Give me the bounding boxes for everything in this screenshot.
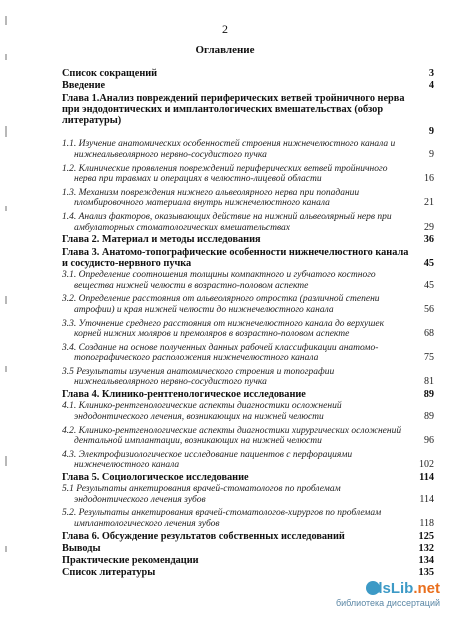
- toc-section-entry: [62, 164, 434, 185]
- toc-section-entry: [62, 401, 434, 422]
- toc-entry-page: 56: [424, 303, 434, 315]
- toc-section-entry: [62, 294, 434, 315]
- toc-entry-page: 9: [429, 149, 434, 161]
- toc-entry-page: 89: [423, 389, 434, 401]
- toc-entry-page: 75: [424, 352, 434, 364]
- toc-entry-title: Практические рекомендации: [62, 555, 199, 567]
- page-number: 2: [222, 22, 228, 36]
- toc-section-entry: [62, 212, 434, 233]
- toc-section-entry: [62, 367, 434, 388]
- toc-entry-page: 9: [428, 126, 434, 138]
- toc-entry-title: 3.1. Определение соотношения толщины компактного и губчатого костного вещества нижней челюсти в возрастно-половом аспекте: [62, 270, 376, 291]
- toc-entry-page: 114: [419, 471, 434, 483]
- watermark: [290, 580, 440, 610]
- toc-entry-title: Глава 4. Клинико-рентгенологическое исследование: [62, 389, 306, 401]
- toc-entry-page: 118: [419, 518, 434, 529]
- page-edge-marks: [3, 6, 17, 606]
- toc-chapter-entry: [62, 92, 434, 138]
- toc-entry-title: Глава 6. Обсуждение результатов собственных исследований: [62, 530, 345, 542]
- toc-entry-page: 4: [428, 80, 434, 92]
- toc-entry-page: 81: [424, 376, 434, 388]
- toc-entry-page: 114: [419, 493, 434, 505]
- toc-entry-page: 89: [424, 410, 434, 422]
- toc-entry-title: 4.2. Клинико-рентгенологические аспекты диагностики хирургических осложнений дентальной имплантации, возникающих на нижней челюсти: [62, 425, 402, 447]
- toc-entry-page: 45: [423, 257, 434, 269]
- toc-section-entry: [62, 508, 434, 529]
- toc-entry-title: Глава 3. Анатомо-топографические особенности нижнечелюстного канала и сосудисто-нервного пучка: [62, 246, 409, 269]
- toc-entry-title: 4.3. Электрофизиологическое исследование пациентов с перфорациями нижнечелюстного канала: [62, 449, 353, 471]
- toc-entry-title: Список сокращений: [62, 68, 158, 79]
- toc-entry-title: 3.3. Уточнение среднего расстояния от нижнечелюстного канала до верхушек корней нижних моляров и премоляров в возрастно-половом аспекте: [62, 318, 385, 340]
- toc-section-entry: [62, 270, 434, 291]
- toc-entry-page: 135: [418, 567, 434, 579]
- toc-chapter-entry: [62, 472, 434, 483]
- toc-chapter-entry: [62, 543, 434, 554]
- table-of-contents: [62, 68, 434, 580]
- toc-entry-title: Введение: [62, 80, 106, 92]
- toc-entry-title: 1.4. Анализ факторов, оказывающих действие на нижний альвеолярный нерв при амбулаторных стоматологических вмешательствах: [62, 212, 392, 233]
- toc-entry-title: Глава 1.Анализ повреждений периферических ветвей тройничного нерва при эндодонтических и имплантологических вмешательствах (обзор литературы): [62, 92, 405, 127]
- toc-entry-page: 125: [418, 530, 434, 542]
- toc-chapter-entry: [62, 234, 434, 245]
- toc-entry-page: 29: [424, 221, 434, 233]
- toc-section-entry: [62, 426, 434, 447]
- toc-chapter-entry: [62, 389, 434, 400]
- toc-chapter-entry: [62, 555, 434, 566]
- toc-entry-title: 1.2. Клинические проявления повреждений периферических ветвей тройничного нерва при травмах и операциях в челюстно-лицевой области: [62, 163, 388, 185]
- toc-chapter-entry: [62, 80, 434, 91]
- toc-entry-page: 16: [424, 173, 434, 185]
- toc-entry-title: 3.5 Результаты изучения анатомического строения и топографии нижнеальвеолярного нервно-сосудистого пучка: [62, 366, 335, 388]
- toc-entry-page: 21: [424, 197, 434, 209]
- toc-section-entry: [62, 319, 434, 340]
- toc-entry-title: Глава 2. Материал и методы исследования: [62, 234, 261, 246]
- toc-entry-title: 1.3. Механизм повреждения нижнего альвеолярного нерва при попадании пломбировочного материала внутрь нижнечелюстного канала: [62, 187, 360, 209]
- toc-entry-page: 3: [428, 68, 434, 79]
- toc-section-entry: [62, 343, 434, 364]
- toc-chapter-entry: [62, 567, 434, 578]
- toc-entry-title: Глава 5. Социологическое исследование: [62, 471, 249, 483]
- toc-section-entry: [62, 484, 434, 505]
- toc-section-entry: [62, 450, 434, 471]
- toc-entry-page: 134: [418, 555, 434, 567]
- watermark-tagline: библиотека диссертаций: [335, 598, 440, 608]
- toc-entry-title: 5.1 Результаты анкетирования врачей-стоматологов по проблемам эндодонтического лечения зубов: [62, 484, 341, 505]
- toc-entry-title: 3.4. Создание на основе полученных данных рабочей классификации анатомо-топографического расположения нижнечелюстного канала: [62, 342, 379, 364]
- toc-entry-page: 36: [423, 234, 434, 246]
- toc-entry-title: 1.1. Изучение анатомических особенностей строения нижнечелюстного канала и нижнеальвеолярного нервно-сосудистого пучка: [62, 139, 396, 161]
- toc-entry-title: 3.2. Определение расстояния от альвеолярного отростка (различной степени атрофии) и края нижней челюсти до нижнечелюстного канала: [62, 294, 380, 315]
- toc-entry-page: 102: [419, 459, 434, 471]
- toc-entry-page: 45: [424, 279, 434, 291]
- watermark-logo: dsLib.net: [373, 580, 440, 597]
- toc-chapter-entry: [62, 531, 434, 542]
- toc-chapter-entry: [62, 247, 434, 270]
- toc-entry-title: 5.2. Результаты анкетирования врачей-стоматологов-хирургов по проблемам имплантологического лечения зубов: [62, 508, 382, 529]
- toc-entry-page: 68: [424, 328, 434, 340]
- toc-section-entry: [62, 188, 434, 209]
- toc-entry-page: 132: [418, 542, 434, 554]
- toc-entry-page: 96: [424, 435, 434, 447]
- toc-title: Оглавление: [195, 44, 255, 56]
- toc-entry-title: Список литературы: [62, 567, 156, 579]
- toc-entry-title: Выводы: [62, 542, 101, 554]
- toc-section-entry: [62, 139, 434, 160]
- toc-chapter-entry: [62, 68, 434, 79]
- toc-entry-title: 4.1. Клинико-рентгенологические аспекты диагностики осложнений эндодонтического лечения, возникающих на нижней челюсти: [62, 401, 342, 422]
